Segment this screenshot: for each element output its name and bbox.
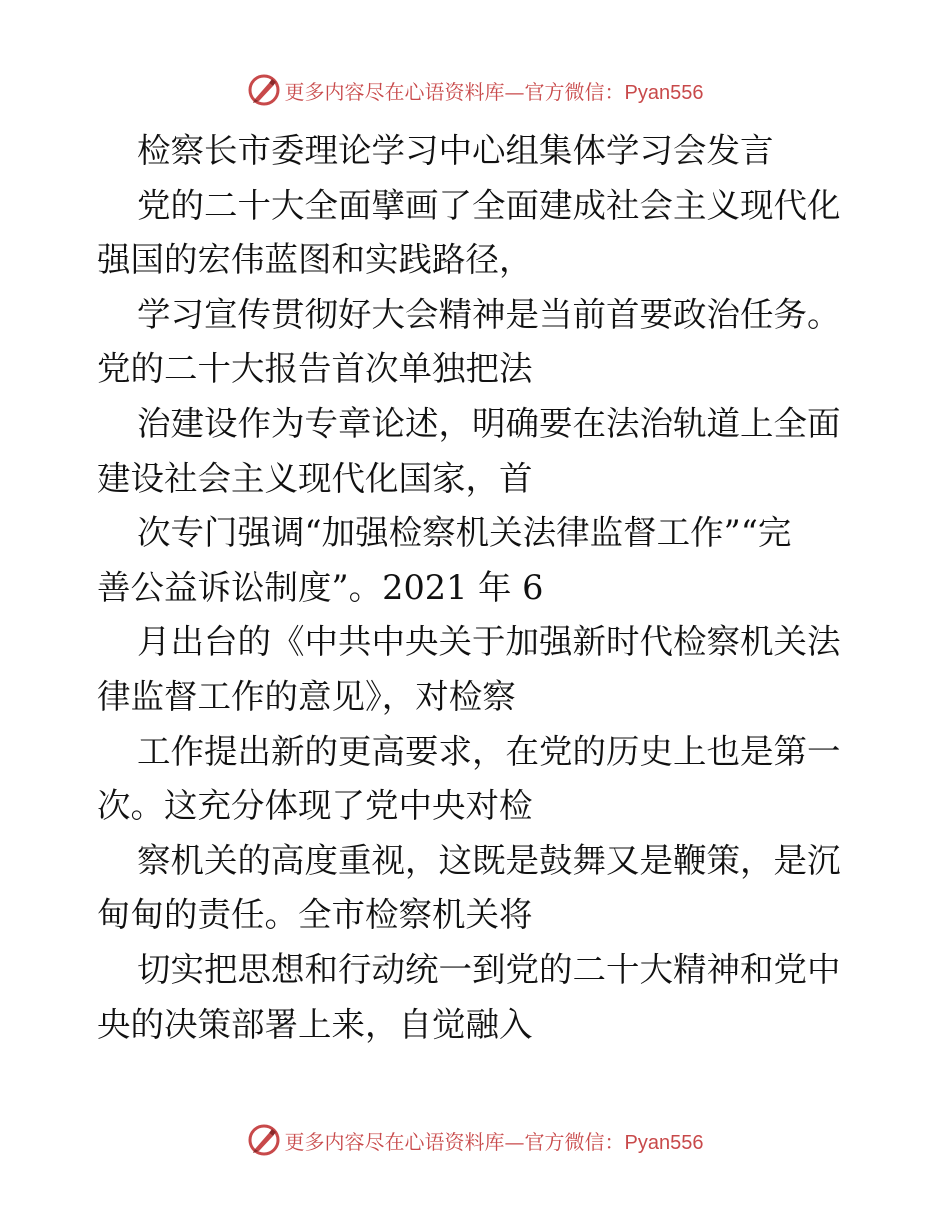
text-line: 治建设作为专章论述，明确要在法治轨道上全面 (137, 403, 841, 443)
text-line: 次。这充分体现了党中央对检 (97, 786, 533, 826)
pen-logo-icon (247, 1123, 281, 1157)
text-line: 党的二十大全面擘画了全面建成社会主义现代化 (137, 185, 841, 225)
text-line: 强国的宏伟蓝图和实践路径， (97, 240, 533, 280)
footer-banner (0, 1120, 950, 1160)
banner-main-text: 更多内容尽在心语资料库—官方微信： (284, 1129, 625, 1154)
text-line: 切实把思想和行动统一到党的二十大精神和党中 (137, 949, 841, 989)
banner-main-text: 更多内容尽在心语资料库—官方微信： (284, 79, 625, 104)
text-line: 建设社会主义现代化国家，首 (97, 458, 533, 498)
text-line: 次专门强调“加强检察机关法律监督工作”“完 (137, 513, 792, 553)
document-body (97, 124, 857, 1052)
banner-handle: Pyan556 (624, 1131, 704, 1154)
text-line: 察机关的高度重视，这既是鼓舞又是鞭策，是沉 (137, 840, 841, 880)
banner-handle: Pyan556 (624, 81, 704, 104)
text-line: 工作提出新的更高要求，在党的历史上也是第一 (137, 731, 841, 771)
text-line: 学习宣传贯彻好大会精神是当前首要政治任务。 (137, 294, 841, 334)
banner-text (285, 1126, 704, 1155)
header-banner (0, 70, 950, 110)
text-line: 央的决策部署上来，自觉融入 (97, 1004, 533, 1044)
text-line: 善公益诉讼制度”。2021 年 6 (97, 567, 544, 607)
text-line: 党的二十大报告首次单独把法 (97, 349, 533, 389)
text-line: 甸甸的责任。全市检察机关将 (97, 895, 533, 935)
text-line: 检察长市委理论学习中心组集体学习会发言 (137, 131, 774, 170)
text-line: 月出台的《中共中央关于加强新时代检察机关法 (137, 622, 841, 662)
banner-text (285, 76, 704, 105)
pen-logo-icon (247, 73, 281, 107)
text-line: 律监督工作的意见》，对检察 (97, 676, 516, 716)
